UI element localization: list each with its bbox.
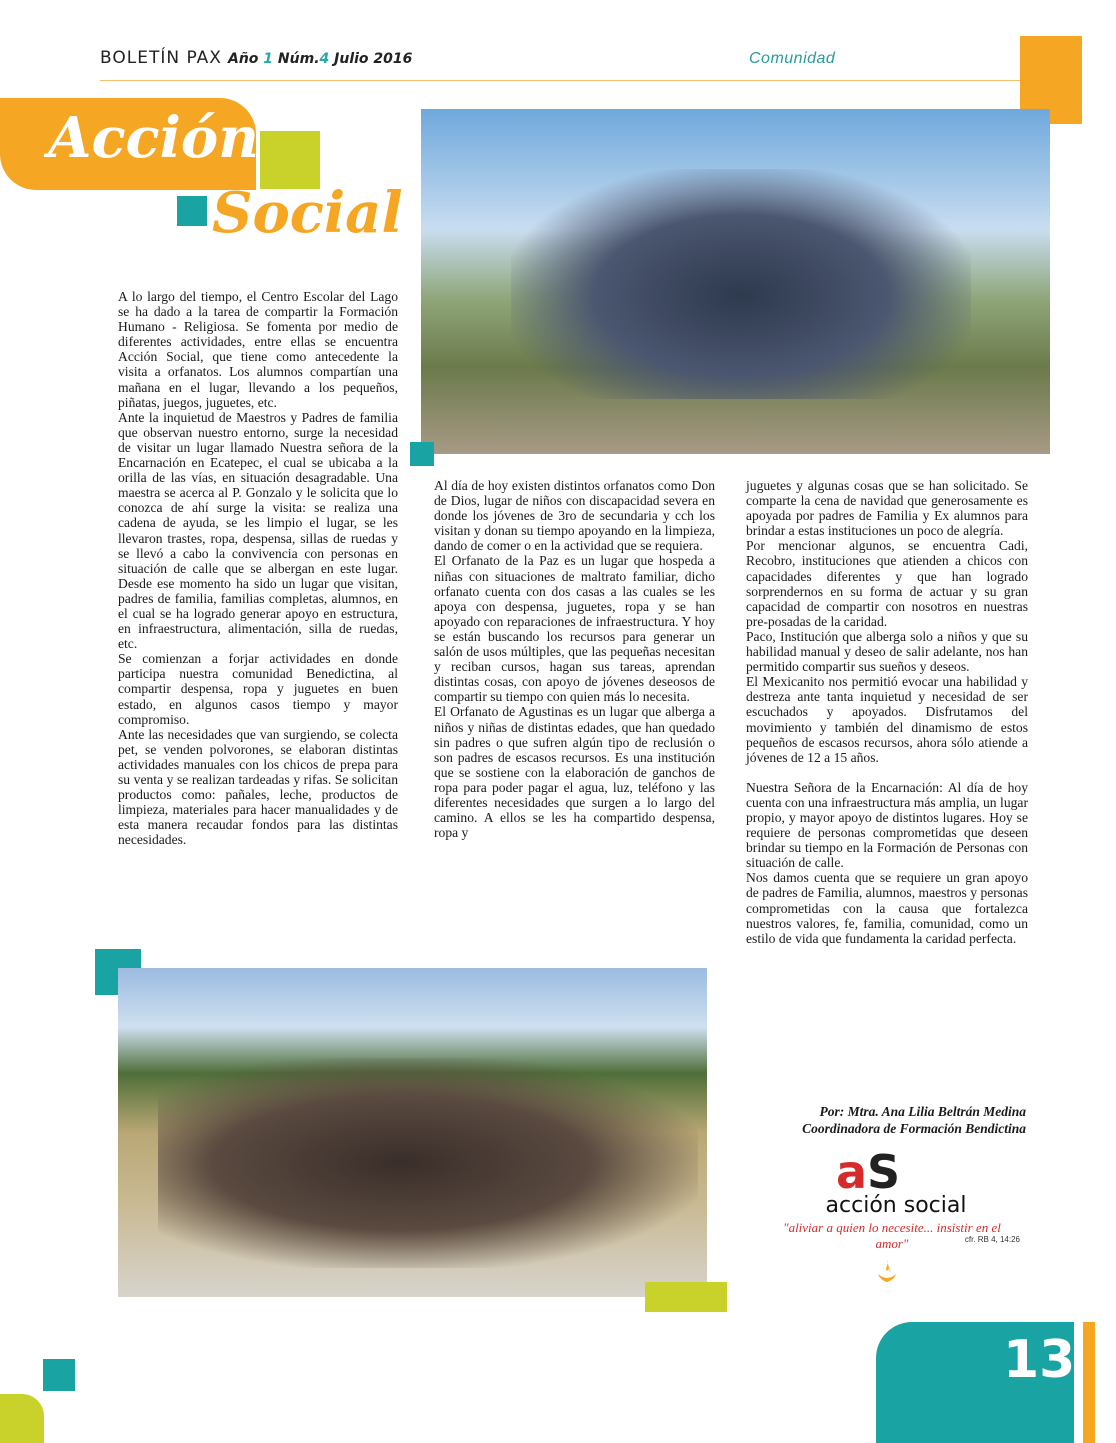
paragraph: Nuestra Señora de la Encarnación: Al día de hoy cuenta con una infraestructura más amplia, un lugar propio, y mayor apoyo de distintos lugares. Hoy se requiere de personas comprometidas que deseen brindar su tiempo en la Formación de Personas con situación de calle.: [746, 779, 1028, 871]
paragraph: Se comienzan a forjar actividades en donde participa nuestra comunidad Benedictina, al compartir despensa, ropa y juguetes en buen estado, en algunos casos tiempo y mayor compromiso.: [118, 651, 398, 727]
header-rule: [100, 80, 1053, 81]
procession-photo: [118, 968, 707, 1297]
paragraph-spacer: [746, 765, 1028, 780]
title-line-1: Acción: [48, 105, 259, 171]
deco-bar-green: [645, 1282, 727, 1312]
paragraph: A lo largo del tiempo, el Centro Escolar del Lago se ha dado a la tarea de compartir la Formación Humano - Religiosa. Se fomenta por medio de diferentes actividades, entre ellas se encuentra Acción Social, que tiene como antecedente la visita a orfanatos. Los alumnos compartían una mañana en el lugar, llevando a los pequeños, piñatas, juegos, juguetes, etc.: [118, 289, 398, 410]
logo-mark-s: S: [867, 1145, 901, 1199]
deco-square-teal-bottom: [43, 1359, 75, 1391]
paragraph: Nos damos cuenta que se requiere un gran apoyo de padres de Familia, alumnos, maestros y personas comprometidas con la causa que fortalezca nuestros valores, fe, familia, comunidad, como un estilo de vida que fundamenta la caridad perfecta.: [746, 870, 1029, 946]
deco-square-teal-small: [410, 442, 434, 466]
issue-year-number: 1: [263, 51, 274, 67]
logo-mark-a: a: [836, 1145, 868, 1199]
paragraph: Ante la inquietud de Maestros y Padres de familia que observan nuestro entorno, surge la necesidad de visitar un lugar llamado Nuestra señora de la Encarnación en Ecatepec, el cual se ubicaba a la orilla de las vías, en situación desagradable. Una maestra se acerca al P. Gonzalo y le solicita que lo conozca de ahí surge la visita: se realiza una cadena de ayuda, se les limpio el lugar, se les llevaron trastes, ropa, despensa, sillas de ruedas y se llevó a cabo la convivencia con personas en situación de calle que se albergan en este lugar. Desde ese momento ha sido un lugar que visitan, padres de familia, familias completas, alumnos, en el cual se ha logrado generar apoyo en estructura, en infraestructura, alimentación, silla de ruedas, etc.: [118, 409, 398, 652]
section-name: Comunidad: [749, 50, 836, 67]
paragraph: Por mencionar algunos, se encuentra Cadi, Recobro, instituciones que atienden a chicos con capacidades diferentes y que han logrado sorprendernos en su forma de actuar y su gran capacidad de compartir con nosotros en nuestras pre-posadas de la caridad.: [746, 538, 1028, 629]
author-name: Por: Mtra. Ana Lilia Beltrán Medina: [819, 1104, 1026, 1119]
paragraph: El Orfanato de la Paz es un lugar que hospeda a niñas con situaciones de maltrato familiar, dicho orfanato cuenta con dos casas a las cuales se les apoya con despensa, juguetes, ropa y se han apoyado con reparaciones de infraestructura. Y hoy se están buscando los recursos para generar un salón de usos múltiples, que las pequeñas necesitan y reciban cursos, hagan sus tareas, aprendan distintas cosas, con apoyo de jóvenes deseosos de compartir su tiempo con quien más lo necesita.: [434, 553, 715, 705]
accion-social-logo: [783, 1145, 1020, 1251]
flame-icon: [876, 1258, 898, 1284]
deco-square-green-bottom: [0, 1394, 44, 1443]
paragraph: El Mexicanito nos permitió evocar una habilidad y destreza ante tanta inquietud y necesidad de ser escuchados y apoyados. Disfrutamos del movimiento y también del dinamismo de estos pequeños de escasos recursos, ahora sólo atiende a jóvenes de 12 a 15 años.: [746, 674, 1028, 765]
article-column-3: [746, 478, 1028, 946]
group-photo-people: [511, 169, 971, 399]
issue-info: [228, 51, 412, 67]
article-column-2: [434, 478, 715, 840]
logo-quote: "aliviar a quien lo necesite... insistir en el amor": [783, 1220, 1001, 1251]
group-photo: [421, 109, 1050, 454]
issue-date: Julio 2016: [329, 51, 413, 67]
logo-text: acción social: [825, 1193, 967, 1218]
author-role: Coordinadora de Formación Bendictina: [802, 1121, 1026, 1136]
paragraph: juguetes y algunas cosas que se han solicitado. Se comparte la cena de navidad que generosamente es apoyada por padres de Familia y Ex alumnos para brindar a estas instituciones un poco de alegría.: [746, 478, 1028, 539]
logo-citation: cfr. RB 4, 14:26: [964, 1235, 1020, 1244]
paragraph: El Orfanato de Agustinas es un lugar que alberga a niños y niñas de distintas edades, que han quedado sin padres o que sufren algún tipo de reclusión o son padres de escasos recursos. Es una institución que se sostiene con la elaboración de ganchos de ropa para poder pagar el agua, luz, teléfono y las diferentes necesidades que surgen a lo largo del camino. A ellos se les ha compartido despensa, ropa y: [434, 704, 715, 841]
paragraph: Paco, Institución que alberga solo a niños y que su habilidad manual y deseo de salir adelante, nos han permitido compartir sus sueños y deseos.: [746, 628, 1028, 675]
procession-photo-people: [158, 1058, 698, 1268]
issue-prefix: Año: [228, 51, 264, 67]
page-number: 13: [1003, 1330, 1076, 1390]
title-line-2: Social: [212, 180, 403, 246]
logo-mark: [836, 1147, 900, 1197]
corner-strip-bottom: [1083, 1322, 1095, 1443]
article-column-1: [118, 289, 398, 847]
paragraph: Ante las necesidades que van surgiendo, se colecta pet, se venden polvorones, se elaboran distintas actividades manuales con los chicos de prepa para su venta y se realizan tardeadas y rifas. Se solicitan productos como: pañales, leche, productos de limpieza, materiales para hacer manualidades y de esta manera recaudar fondos para las distintas necesidades.: [118, 726, 398, 848]
issue-mid: Núm.: [273, 51, 320, 67]
deco-square-teal: [177, 196, 207, 226]
paragraph: Al día de hoy existen distintos orfanatos como Don de Dios, lugar de niños con discapacidad severa en donde los jóvenes de 3ro de secundaria y cch los visitan y donan su tiempo apoyando en la limpieza, dando de comer o en la actividad que se requiera.: [434, 478, 715, 554]
issue-number: 4: [319, 51, 330, 67]
brand-name: BOLETÍN PAX: [100, 48, 222, 68]
